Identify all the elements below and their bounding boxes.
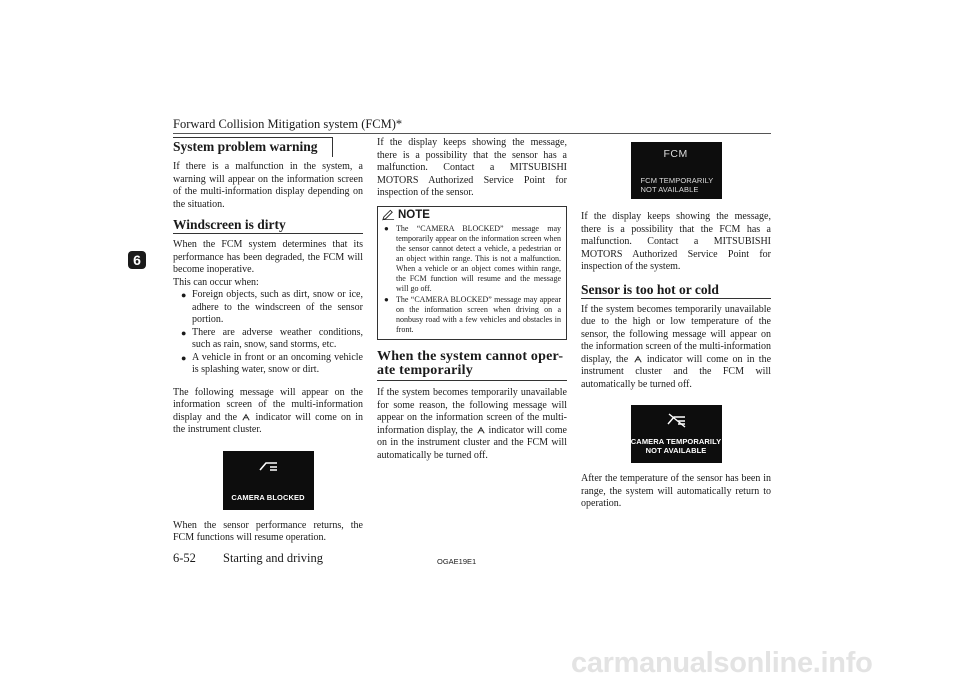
fcm-temporarily-screen — [631, 142, 722, 199]
sensor-malfunction-text: If the display keeps showing the message, there is a possibility that the sensor has a malfunction. Contact a MITSUBISHI MOTORS Authorized Service Point for inspection of the sensor. — [377, 137, 567, 198]
note-box — [377, 206, 567, 341]
list-item: ● Foreign objects, such as dirt, snow or ice, adhere to the windscreen of the sensor portion. — [181, 289, 363, 325]
fcm-indicator-icon — [242, 413, 250, 421]
fcm-temporarily-label: FCM TEMPORARILY NOT AVAILABLE — [640, 176, 714, 194]
hot-cold-text: If the system becomes temporarily unavailable due to the high or low temperature of the sensor, the following message will appear on the information screen of the multi-information display, the indicator will come on in the instrument cluster and the FCM will automatically be turned off. — [581, 303, 772, 390]
windscreen-occur: This can occur when: — [173, 276, 259, 288]
camera-blocked-label: CAMERA BLOCKED — [231, 492, 305, 502]
camera-unavailable-icon — [665, 412, 689, 428]
after-temperature-text: After the temperature of the sensor has been in range, the system will automatically return to operation. — [581, 473, 771, 509]
windscreen-message-text: The following message will appear on the information screen of the multi-information display and the indicator will come on in the instrument cluster. — [173, 386, 364, 435]
windscreen-bullets — [173, 289, 363, 377]
heading-cannot-operate: When the system cannot oper- ate temporarily — [377, 350, 567, 381]
heading-too-hot-cold: Sensor is too hot or cold — [581, 282, 771, 299]
note-title: NOTE — [398, 208, 430, 221]
bullet-dot: ● — [181, 352, 187, 363]
fcm-indicator-icon — [477, 426, 485, 434]
list-item: ● The “CAMERA BLOCKED” message may temporarily appear on the information screen when the sensor cannot detect a vehicle, a pedestrian or an object within range. This is not a malfunction. When a vehicle or an object comes within range, the FCM function will resume and the message will go off. — [384, 224, 561, 293]
fcm-indicator-icon — [634, 355, 642, 363]
column-right — [581, 137, 771, 511]
bullet-dot: ● — [384, 295, 389, 304]
watermark: carmanualsonline.info — [571, 647, 873, 679]
note-pencil-icon — [382, 209, 395, 221]
system-problem-text: If there is a malfunction in the system, a warning will appear on the information screen of the multi-information display depending on the situation. — [173, 161, 363, 210]
heading-windscreen-dirty: Windscreen is dirty — [173, 217, 363, 234]
bullet-dot: ● — [181, 327, 187, 338]
section-name: Starting and driving — [223, 551, 323, 565]
note-header — [378, 207, 566, 224]
windscreen-intro: When the FCM system determines that its performance has been degraded, the FCM will become inoperative. — [173, 239, 363, 275]
bullet-dot: ● — [384, 224, 389, 233]
bullet-dot: ● — [181, 290, 187, 300]
heading-system-problem: System problem warning — [173, 137, 333, 157]
column-middle — [377, 137, 567, 462]
cannot-operate-text: If the system becomes temporarily unavailable for some reason, the following message will appear on the information screen of the multi-information display, the indicator will come on in the instrument cluster and the FCM will automatically be turned off. — [377, 387, 567, 461]
running-header: Forward Collision Mitigation system (FCM)* — [173, 117, 403, 131]
list-item: ● The “CAMERA BLOCKED” message may appear on the information screen when driving on a nonbusy road with a few vehicles and obstacles in front. — [384, 295, 561, 334]
page-number: 6-52 — [173, 551, 196, 565]
list-item: ● A vehicle in front or an oncoming vehicle is splashing water, snow or dirt. — [181, 351, 363, 375]
document-code: OGAE19E1 — [437, 557, 477, 566]
fcm-logo: FCM — [663, 148, 688, 160]
resume-text: When the sensor performance returns, the FCM functions will resume operation. — [173, 519, 363, 543]
list-item: ● There are adverse weather conditions, such as rain, snow, sand storms, etc. — [181, 326, 363, 350]
chapter-tab: 6 — [128, 251, 146, 269]
camera-blocked-screen — [223, 451, 314, 510]
camera-temporarily-label: CAMERA TEMPORARILY NOT AVAILABLE — [630, 437, 722, 455]
fcm-malfunction-text: If the display keeps showing the message, there is a possibility that the FCM has a malfunction. Contact a MITSUBISHI MOTORS Authorized Service Point for inspection of the system. — [581, 211, 771, 272]
column-left — [173, 137, 363, 545]
header-rule — [173, 133, 771, 134]
camera-temporarily-screen — [631, 405, 722, 463]
camera-blocked-icon — [257, 458, 281, 474]
